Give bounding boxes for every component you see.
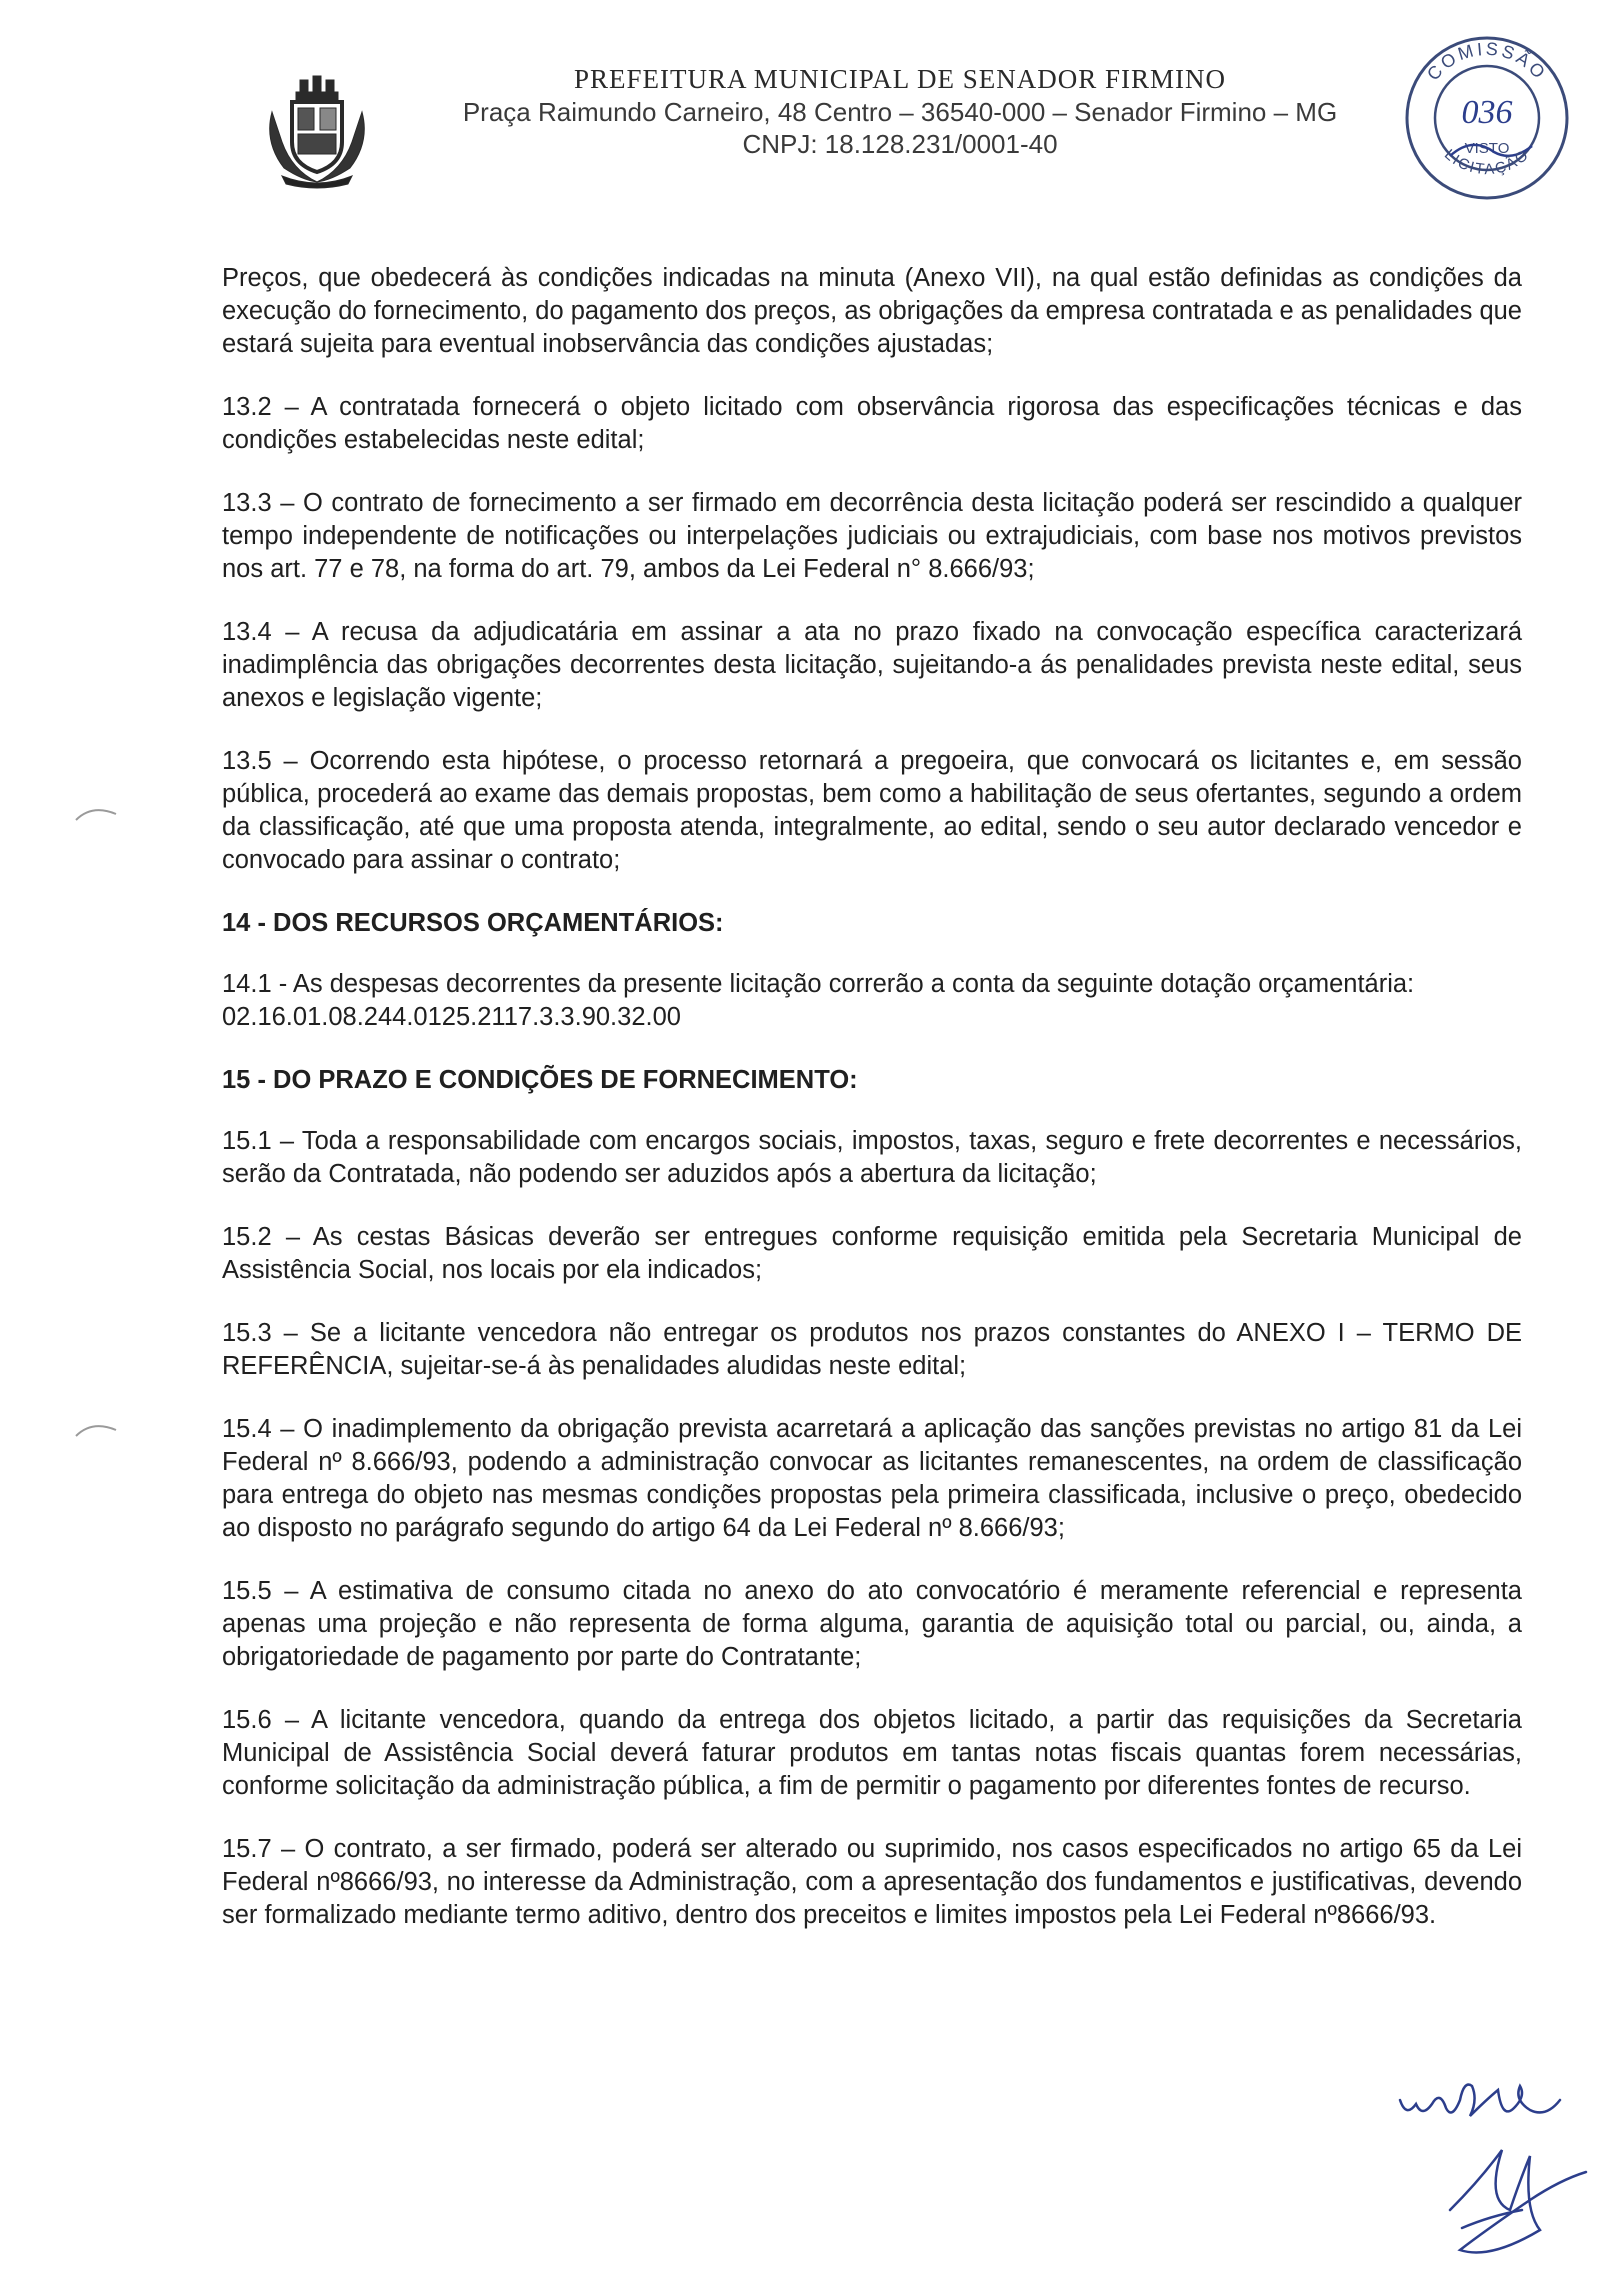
punch-hole-mark xyxy=(72,1416,122,1446)
section-heading-14: 14 - DOS RECURSOS ORÇAMENTÁRIOS: xyxy=(222,909,724,937)
stamp-top-text: COMISSÃO xyxy=(1423,38,1551,85)
svg-text:COMISSÃO xyxy=(1423,39,1551,85)
stamp-bottom-text: LICITAÇÃO xyxy=(1441,145,1533,179)
section-heading-15: 15 - DO PRAZO E CONDIÇÕES DE FORNECIMENTO: xyxy=(222,1066,858,1094)
paragraph-15-3: 15.3 – Se a licitante vencedora não entregar os produtos nos prazos constantes do ANEXO I – TERMO DE REFERÊNCIA, sujeitar-se-á às penalidades aludidas neste edital; xyxy=(222,1319,1522,1380)
document-body xyxy=(222,262,1522,1962)
paragraph-15-2: 15.2 – As cestas Básicas deverão ser entregues conforme requisição emitida pela Secretaria Municipal de Assistência Social, nos locais por ela indicados; xyxy=(222,1223,1522,1284)
paragraph-15-7: 15.7 – O contrato, a ser firmado, poderá ser alterado ou suprimido, nos casos especificados no artigo 65 da Lei Federal nº8666/93, no interesse da Administração, com a apresentação dos fundamentos e justificativas, devendo ser formalizado mediante termo aditivo, dentro dos preceitos e limites impostos pela Lei Federal nº8666/93. xyxy=(222,1835,1522,1929)
letterhead-text xyxy=(420,62,1380,160)
paragraph-13-4: 13.4 – A recusa da adjudicatária em assinar a ata no prazo fixado na convocação específica caracterizará inadimplência das obrigações decorrentes desta licitação, sujeitando-a ás penalidades prevista neste edital, seus anexos e legislação vigente; xyxy=(222,618,1522,712)
budget-allocation-code: 02.16.01.08.244.0125.2117.3.3.90.32.00 xyxy=(222,1003,681,1031)
paragraph-continuation: Preços, que obedecerá às condições indicadas na minuta (Anexo VII), na qual estão definidas as condições da execução do fornecimento, do pagamento dos preços, as obrigações da empresa contratada e as penalidades que estará sujeita para eventual inobservância das condições ajustadas; xyxy=(222,264,1522,358)
paragraph-13-5: 13.5 – Ocorrendo esta hipótese, o processo retornará a pregoeira, que convocará os licitantes e, em sessão pública, procederá ao exame das demais propostas, bem como a habilitação de seus ofertantes, segundo a ordem da classificação, até que uma proposta atenda, integralmente, ao edital, sendo o seu autor declarado vencedor e convocado para assinar o contrato; xyxy=(222,747,1522,874)
municipality-title: PREFEITURA MUNICIPAL DE SENADOR FIRMINO xyxy=(573,64,1227,94)
stamp-number: 036 xyxy=(1461,94,1513,131)
paragraph-15-5: 15.5 – A estimativa de consumo citada no anexo do ato convocatório é meramente referencial e representa apenas uma projeção e não representa de forma alguma, garantia de aquisição total ou parcial, ou, ainda, a obrigatoriedade de pagamento por parte do Contratante; xyxy=(222,1577,1522,1671)
municipality-address: Praça Raimundo Carneiro, 48 Centro – 36540-000 – Senador Firmino – MG xyxy=(462,97,1338,127)
handwritten-signatures xyxy=(1390,2060,1590,2270)
paragraph-13-3: 13.3 – O contrato de fornecimento a ser firmado em decorrência desta licitação poderá ser rescindido a qualquer tempo independente de notificações ou interpelações judiciais ou extrajudiciais, com base nos motivos previstos nos art. 77 e 78, na forma do art. 79, ambos da Lei Federal n° 8.666/93; xyxy=(222,489,1522,583)
stamp-visto: VISTO xyxy=(1464,140,1510,157)
paragraph-15-6: 15.6 – A licitante vencedora, quando da entrega dos objetos licitado, a partir das requisições da Secretaria Municipal de Assistência Social deverá faturar produtos em tantas notas fiscais quantas forem necessárias, conforme solicitação da administração pública, a fim de permitir o pagamento por diferentes fontes de recurso. xyxy=(222,1706,1522,1800)
paragraph-13-2: 13.2 – A contratada fornecerá o objeto licitado com observância rigorosa das especificações técnicas e das condições estabelecidas neste edital; xyxy=(222,393,1522,454)
municipality-cnpj: CNPJ: 18.128.231/0001-40 xyxy=(742,129,1058,159)
paragraph-14-1-block xyxy=(222,968,1522,1034)
punch-hole-mark xyxy=(72,800,122,830)
paragraph-14-1: 14.1 - As despesas decorrentes da presente licitação correrão a conta da seguinte dotação orçamentária: xyxy=(222,970,1415,998)
commission-stamp xyxy=(1402,28,1572,208)
paragraph-15-4: 15.4 – O inadimplemento da obrigação prevista acarretará a aplicação das sanções previstas no artigo 81 da Lei Federal nº 8.666/93, podendo a administração convocar as licitantes remanescentes, na ordem de classificação para entrega do objeto nas mesmas condições propostas pela primeira classificada, inclusive o preço, obedecido ao disposto no parágrafo segundo do artigo 64 da Lei Federal nº 8.666/93; xyxy=(222,1415,1522,1542)
paragraph-15-1: 15.1 – Toda a responsabilidade com encargos sociais, impostos, taxas, seguro e frete decorrentes e necessários, serão da Contratada, não podendo ser aduzidos após a abertura da licitação; xyxy=(222,1127,1522,1188)
letterhead xyxy=(0,0,1600,210)
municipal-crest-icon xyxy=(262,72,372,190)
